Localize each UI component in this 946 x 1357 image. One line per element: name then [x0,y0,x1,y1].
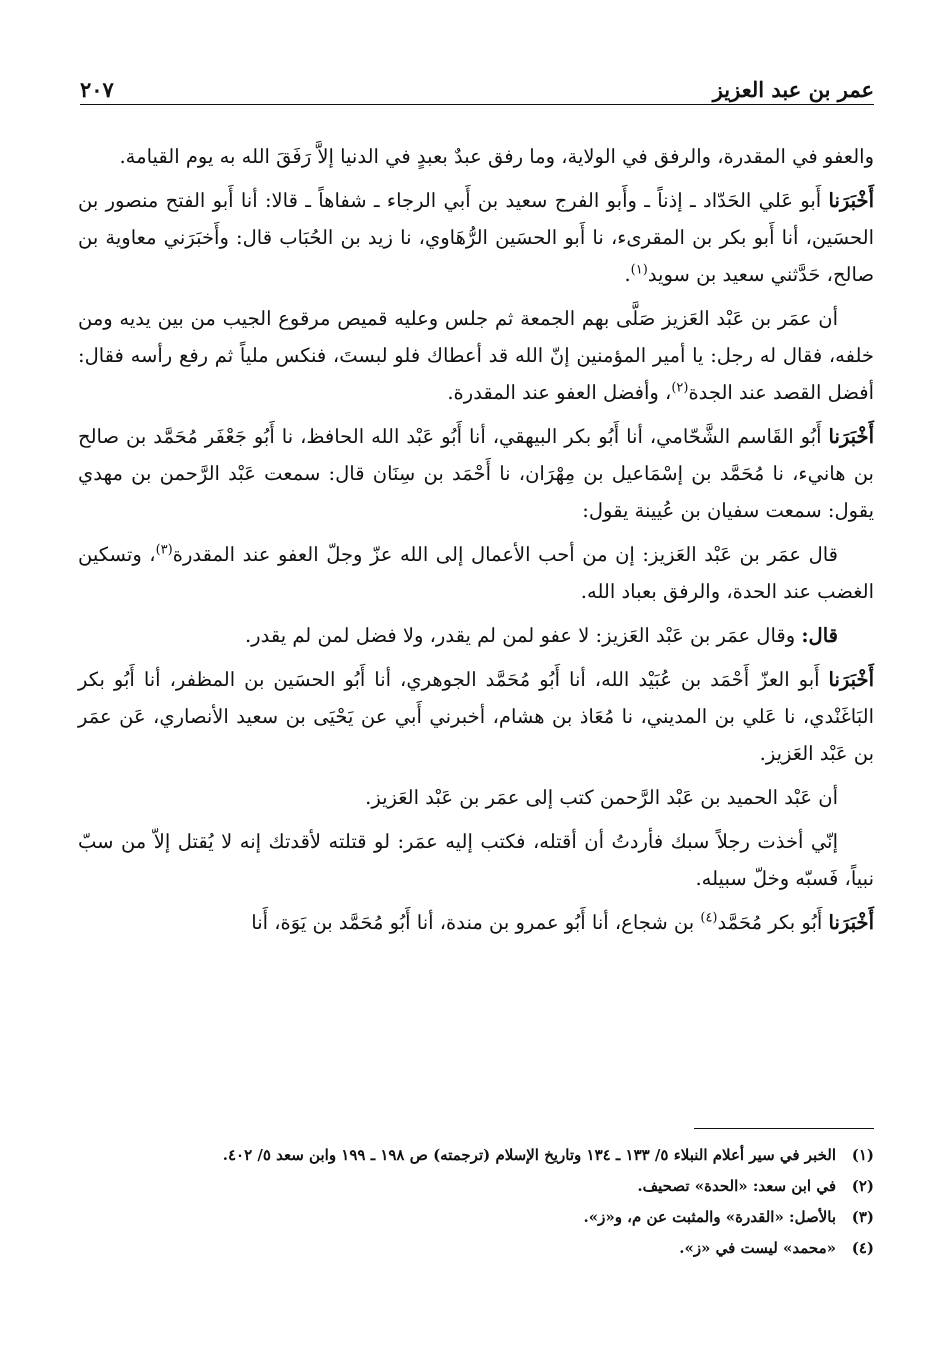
footnote-text: «محمد» ليست في «ز». [679,1239,836,1257]
paragraph [78,823,874,897]
paragraph [78,904,874,941]
paragraph-text-rest: . [624,263,631,286]
chain-label: أَخْبَرَنا [828,668,874,691]
footnote-number: (٤) [851,1239,874,1257]
paragraph-text-rest: بن شجاع، أنا أَبُو عمرو بن مندة، أنا أَبُو مُحَمَّد بن يَوَة، أَنا [251,911,701,934]
paragraph [78,182,874,293]
paragraph-text: أَبو العزّ أَحْمَد بن عُبَيْد الله، أنا أَبُو مُحَمَّد الجوهري، أنا أَبُو الحسَين بن المظفر، أنا أَبُو بكر البَاغَنْدي، نا عَلي بن المديني، نا مُعَاذ بن هشام، أخبرني أَبي عن يَحْيَى بن سعيد الأنصاري، عَن عمَر بن عَبْد العَزيز. [78,668,874,765]
paragraph [78,536,874,610]
footnote-number: (٢) [851,1177,874,1195]
footnote [80,1233,874,1264]
footnote-number: (٣) [851,1208,874,1226]
paragraph-text: إنّي أخذت رجلاً سبك فأردتُ أن أقتله، فكتب إليه عمَر: لو قتلته لأقدتك إنه لا يُقتل إلاّ من سبّ نبياً، فَسبّه وخلّ سبيله. [78,830,874,890]
footnote-text: الخبر في سير أعلام النبلاء ٥/ ١٣٣ ـ ١٣٤ وتاريخ الإسلام (ترجمته) ص ١٩٨ ـ ١٩٩ وابن سعد ٥/ ٤٠٢. [222,1146,836,1164]
running-title: عمر بن عبد العزيز [712,77,874,102]
footnote [80,1202,874,1233]
paragraph [78,779,874,816]
paragraph-text: أن عمَر بن عَبْد العَزيز صَلَّى بهم الجمعة ثم جلس وعليه قميص مرقوع الجيب من بين يديه ومن خلفه، فقال له رجل: يا أمير المؤمنين إنّ الله قد أعطاك فلو لبستَ، فنكس ملياً ثم رفع رأسه فقال: أفضل القصد عند الجدة [78,307,874,404]
paragraph [78,617,874,654]
paragraph-text-rest: ، وأفضل العفو عند المقدرة. [447,381,672,404]
paragraph-text: أَبُو القَاسم الشَّحّامي، أنا أَبُو بكر البيهقي، أنا أَبُو عَبْد الله الحافظ، نا أَبُو جَعْفَر مُحَمَّد بن صالح بن هانيء، نا مُحَمَّد بن إسْمَاعيل بن مِهْرَان، نا أَحْمَد بن سِنَان قال: سمعت عَبْد الرَّحمن بن مهدي يقول: سمعت سفيان بن عُيينة يقول: [78,425,874,522]
paragraph-text: قال عمَر بن عَبْد العَزيز: إن من أحب الأعمال إلى الله عزّ وجلّ العفو عند المقدرة [172,543,838,566]
chain-label: أَخْبَرَنا [828,911,874,934]
footnote-rule [694,1128,874,1129]
page-number: ٢٠٧ [80,77,114,102]
paragraph [78,661,874,772]
paragraph-text: أن عَبْد الحميد بن عَبْد الرَّحمن كتب إلى عمَر بن عَبْد العَزيز. [365,786,838,809]
paragraph [78,300,874,411]
paragraph-text: والعفو في المقدرة، والرفق في الولاية، وما رفق عبدٌ بعبدٍ في الدنيا إلاَّ رَفَقَ الله به يوم القيامة. [119,145,874,168]
chain-label: أَخْبَرَنا [828,425,874,448]
footnote [80,1171,874,1202]
footnotes [80,1140,874,1264]
footnote-marker: (٢) [671,380,689,396]
paragraph-text: وقال عمَر بن عَبْد العَزيز: لا عفو لمن لم يقدر، ولا فضل لمن لم يقدر. [244,624,802,647]
footnote-marker: (٣) [155,542,173,558]
chain-label: قال: [801,624,838,647]
footnote-marker: (٤) [700,910,718,926]
footnote [80,1140,874,1171]
paragraph [78,138,874,175]
footnote-marker: (١) [630,262,648,278]
paragraph [78,418,874,529]
footnote-text: بالأصل: «القدرة» والمثبت عن م، و«ز». [583,1208,836,1226]
header-rule [80,104,874,105]
footnote-number: (١) [851,1146,874,1164]
footnote-text: في ابن سعد: «الحدة» تصحيف. [637,1177,836,1195]
chain-label: أَخْبَرَنا [828,189,874,212]
main-text [78,138,874,948]
page-header [80,68,874,102]
paragraph-text: أَبو عَلي الحَدّاد ـ إذناً ـ وأَبو الفرج سعيد بن أَبي الرجاء ـ شفاهاً ـ قالا: أنا أَبو الفتح منصور بن الحسَين، أنا أَبو بكر بن المقرىء، نا أَبو الحسَين الرُّهَاوي، نا زيد بن الحُبَاب قال: وأَخبَرَني معاوية بن صالح، حَدَّثني سعيد بن سويد [78,189,874,286]
paragraph-text: أَبُو بكر مُحَمَّد [717,911,829,934]
paragraph-text-rest: ، وتسكين الغضب عند الحدة، والرفق بعباد الله. [78,543,874,603]
